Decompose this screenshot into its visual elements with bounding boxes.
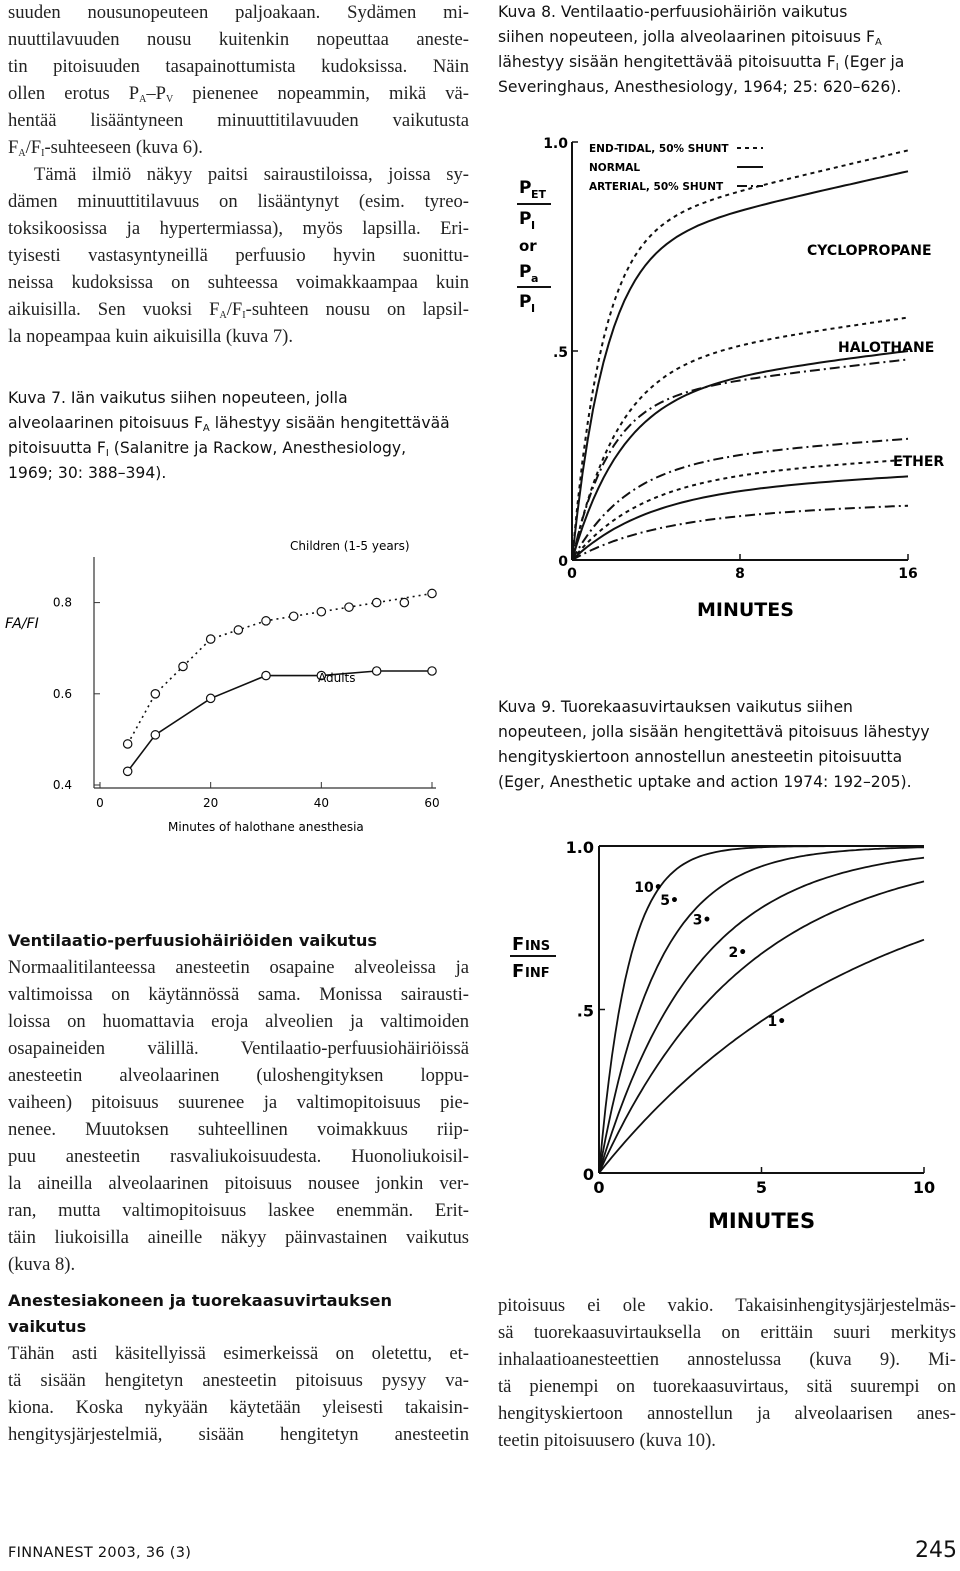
figure-label: Kuva 7.	[8, 389, 66, 407]
y-axis-label	[510, 934, 556, 982]
data-point	[151, 731, 159, 739]
text-line: valtimoissa on käytännössä sama. Monissa sairausti-	[8, 984, 469, 1005]
text-line: osapaineiden välillä. Ventilaatio-perfuusiohäiriöissä	[8, 1038, 469, 1059]
figure-9-chart	[498, 825, 958, 1235]
svg-text:P: P	[519, 262, 532, 282]
data-point	[372, 667, 380, 675]
curve-label: 3•	[692, 912, 712, 929]
figure-7-caption: Kuva 7. Iän vaikutus siihen nopeuteen, jolla alveolaarinen pitoisuus $F_A$ lähestyy sisään hengitettävää pitoisuutta $F_I$ (Salanitre ja Rackow, Anesthesiology, 1969; 30: 388–394).	[8, 389, 450, 482]
x-tick-label: 16	[898, 566, 918, 582]
data-point	[262, 671, 270, 679]
group-label-halothane: HALOTHANE	[838, 340, 935, 356]
data-point	[206, 694, 214, 702]
data-point	[123, 767, 131, 775]
text-line: teetin pitoisuusero (kuva 10).	[498, 1430, 716, 1451]
text-line: nenee. Muutoksen suhteellinen voimakkuus riip-	[8, 1119, 469, 1140]
curve-flow-2	[599, 881, 924, 1173]
series-label-adults: Adults	[318, 671, 356, 685]
text-line: la nopeampaa kuin aikuisilla (kuva 7).	[8, 326, 294, 347]
curve-halothane-arterial	[572, 439, 908, 560]
data-point	[400, 598, 408, 606]
text-line: la aineilla alveolaarinen pitoisuus nousee jonkin ver-	[8, 1173, 469, 1194]
curve-flow-3	[599, 858, 924, 1173]
data-point	[151, 690, 159, 698]
text-line: sä tuorekaasuvirtauksella on erittäin suuri merkitys	[498, 1322, 956, 1343]
text-line: ran, mutta valtimopitoisuus laskee enemmän. Erit-	[8, 1200, 469, 1221]
x-tick-label: 20	[203, 796, 219, 810]
data-point	[317, 608, 325, 616]
section-heading: vaikutus	[8, 1317, 87, 1336]
text-line: hengitysjärjestelmiä, sisään hengitetyn anesteetin	[8, 1424, 469, 1445]
text-line: aikuisilla. Sen vuoksi $F_A/F_I$-suhteen nousu on lapsil-	[8, 299, 469, 321]
svg-text:INS: INS	[525, 939, 551, 954]
series-line-adults	[128, 671, 432, 771]
legend-label: NORMAL	[589, 162, 641, 174]
y-tick-label: 1.0	[543, 136, 568, 152]
left-column-top-text	[8, 0, 469, 350]
x-tick-label: 8	[735, 566, 745, 582]
svg-text:INF: INF	[525, 966, 550, 981]
text-line: ollen erotus $P_A-P_V$ pienenee nopeammin, mikä vä-	[8, 83, 470, 105]
text-line: loissa on huomattavia eroja alveolien ja valtimoiden	[8, 1011, 469, 1032]
figure-7-chart	[0, 515, 470, 845]
svg-text:F: F	[512, 961, 525, 982]
y-tick-label: 0	[558, 554, 568, 570]
left-column-bottom-text	[8, 928, 469, 1448]
data-point	[179, 662, 187, 670]
data-point	[289, 612, 297, 620]
svg-text:F: F	[512, 934, 525, 955]
x-tick-label: 0	[593, 1178, 605, 1197]
y-tick-label: 0.8	[52, 595, 72, 610]
y-tick-label: 1.0	[565, 838, 594, 857]
y-tick-label: 0	[582, 1165, 594, 1184]
data-point	[428, 667, 436, 675]
text-line: puu anesteetin rasvaliukoisuudesta. Huonoliukoisil-	[8, 1146, 469, 1167]
figure-8-chart	[505, 125, 955, 625]
legend-label: END-TIDAL, 50% SHUNT	[589, 143, 729, 155]
data-point	[428, 589, 436, 597]
text-line: täin liukoisilla aineille näkyy päinvastainen vaikutus	[8, 1227, 469, 1248]
x-axis-label: MINUTES	[697, 599, 794, 621]
svg-text:or: or	[519, 237, 537, 255]
text-line: Tähän asti käsitellyissä esimerkeissä on oletettu, et-	[8, 1343, 469, 1364]
svg-text:I: I	[531, 302, 536, 315]
text-line: (kuva 8).	[8, 1254, 76, 1275]
page-number: 245	[915, 1538, 957, 1563]
curve-label: 10•	[634, 879, 663, 896]
text-line: $F_A/F_I$-suhteeseen (kuva 6).	[8, 137, 203, 159]
x-tick-label: 60	[424, 796, 440, 810]
text-line: Normaalitilanteessa anesteetin osapaine alveoleissa ja	[8, 957, 469, 978]
x-tick-label: 0	[96, 796, 104, 810]
curve-label: 5•	[660, 892, 679, 909]
text-line: inhalaatioanesteettien annostelussa (kuva 9). Mi-	[498, 1349, 956, 1370]
text-line: suuden nousunopeuteen paljoakaan. Sydämen mi-	[8, 2, 469, 23]
x-tick-label: 5	[755, 1178, 768, 1197]
figure-8-caption: Kuva 8. Ventilaatio-perfuusiohäiriön vaikutus siihen nopeuteen, jolla alveolaarinen pitoisuus $F_A$ lähestyy sisään hengitettävää pitoisuutta $F_I$ (Eger ja Severinghaus, Anesthesiology, 1964; 25: 620–626).	[498, 3, 905, 96]
text-line: neissa kudoksissa on suhteessa voimakkaampaa kuin	[8, 272, 469, 293]
text-line: tin pitoisuuden tasapainottumista kudoksissa. Näin	[8, 56, 469, 77]
x-tick-label: 10	[912, 1178, 936, 1197]
figure-9-caption: Kuva 9. Tuorekaasuvirtauksen vaikutus siihen nopeuteen, jolla sisään hengitettävä pitoisuus lähestyy hengityskiertoon annostellun anesteetin pitoisuutta (Eger, Anesthetic uptake and action 1974: 192–205).	[498, 698, 930, 791]
legend-label: ARTERIAL, 50% SHUNT	[589, 181, 724, 193]
x-tick-label: 0	[567, 566, 577, 582]
svg-text:P: P	[519, 178, 532, 198]
group-label-cyclopropane: CYCLOPROPANE	[807, 243, 932, 259]
y-axis-label: FA/FI	[5, 616, 39, 632]
curve-label: 2•	[728, 945, 748, 962]
x-axis-label: MINUTES	[708, 1209, 816, 1233]
curve-ether-arterial	[572, 506, 908, 560]
text-line: toksikoosissa ja hypertermiassa), myös lapsilla. Eri-	[8, 218, 469, 239]
svg-text:P: P	[519, 209, 532, 229]
series-label-children: Children (1-5 years)	[290, 539, 410, 553]
y-axis-label	[517, 178, 551, 315]
journal-reference: FINNANEST 2003, 36 (3)	[8, 1545, 192, 1561]
curve-ether-normal	[572, 476, 908, 560]
right-column-bottom-text	[498, 1292, 956, 1454]
figure-label: Kuva 8.	[498, 3, 556, 21]
data-point	[234, 626, 242, 634]
text-line: Tämä ilmiö näkyy paitsi sairaustiloissa, joissa sy-	[34, 164, 469, 185]
x-tick-label: 40	[313, 796, 329, 810]
section-heading: Anestesiakoneen ja tuorekaasuvirtauksen	[8, 1291, 392, 1310]
data-point	[372, 598, 380, 606]
svg-text:ET: ET	[531, 188, 547, 201]
group-label-ether: ETHER	[893, 454, 945, 470]
section-heading: Ventilaatio-perfuusiohäiriöiden vaikutus	[8, 931, 378, 950]
svg-text:I: I	[531, 219, 536, 232]
text-line: hentää lisääntyneen minuuttitilavuuden vaikutusta	[8, 110, 469, 131]
svg-text:P: P	[519, 292, 532, 312]
data-point	[345, 603, 353, 611]
curve-label: 1•	[767, 1013, 787, 1030]
text-line: anesteetin alveolaarinen (uloshengityksen loppu-	[8, 1065, 469, 1086]
series-line-children	[128, 594, 432, 745]
y-tick-label: 0.4	[52, 778, 72, 792]
text-line: tä sisään hengitetyn anesteetin pitoisuus pysyy va-	[8, 1370, 469, 1391]
text-line: pitoisuus ei ole vakio. Takaisinhengitysjärjestelmäs-	[498, 1295, 956, 1316]
text-line: tyisesti vastasyntyneillä perfuusio hyvin suonittu-	[8, 245, 469, 266]
text-line: tä pienempi on tuorekaasuvirtaus, sitä suurempi on	[498, 1376, 956, 1397]
text-line: dämen minuuttitilavuus on lisääntynyt (esim. tyreo-	[8, 191, 469, 212]
curve-flow-1	[599, 940, 924, 1173]
curve-cyclopropane-arterial	[572, 359, 908, 560]
text-line: kiona. Koska nykyään käytetään yleisesti takaisin-	[8, 1397, 469, 1418]
svg-text:a: a	[531, 272, 539, 285]
curve-ether-end-tidal	[572, 460, 908, 560]
y-tick-label: 0.6	[52, 686, 72, 701]
x-axis-label: Minutes of halothane anesthesia	[168, 820, 364, 834]
text-line: hengityskiertoon annostellun ja alveolaarisen anes-	[498, 1403, 956, 1424]
figure-label: Kuva 9.	[498, 698, 556, 716]
y-tick-label: .5	[576, 1001, 594, 1021]
text-line: nuuttilavuuden nousu kuitenkin nopeuttaa aneste-	[8, 29, 469, 50]
y-tick-label: .5	[552, 345, 568, 361]
text-line: vaiheen) pitoisuus suurenee ja valtimopitoisuus pie-	[8, 1092, 469, 1113]
data-point	[206, 635, 214, 643]
data-point	[123, 740, 131, 748]
data-point	[262, 617, 270, 625]
